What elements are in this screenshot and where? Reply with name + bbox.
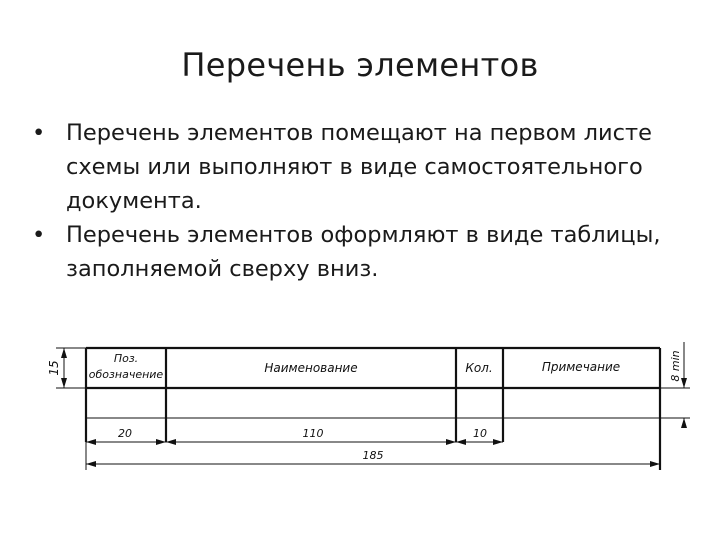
bullet-text: Перечень элементов оформляют в виде таблицы, заполняемой сверху вниз. xyxy=(66,222,661,282)
bullet-text: Перечень элементов помещают на первом листе схемы или выполняют в виде самостоятельного документа. xyxy=(66,120,652,214)
dim-label-total: 185 xyxy=(362,449,384,462)
slide-title: Перечень элементов xyxy=(181,46,539,84)
header-qty: Кол. xyxy=(465,361,493,375)
dim-label-col1: 20 xyxy=(118,427,132,440)
dim-label-col2: 110 xyxy=(302,427,324,440)
bullet-icon: • xyxy=(32,222,46,248)
bullet-icon: • xyxy=(32,120,46,146)
dim-label-col3: 10 xyxy=(473,427,487,440)
header-name: Наименование xyxy=(264,361,358,375)
dim-label-row-height: 8 min xyxy=(669,350,682,382)
header-note: Примечание xyxy=(541,360,621,374)
header-designation: обозначение xyxy=(88,368,164,381)
header-pos: Поз. xyxy=(113,352,139,365)
dim-label-header-height: 15 xyxy=(47,360,61,376)
